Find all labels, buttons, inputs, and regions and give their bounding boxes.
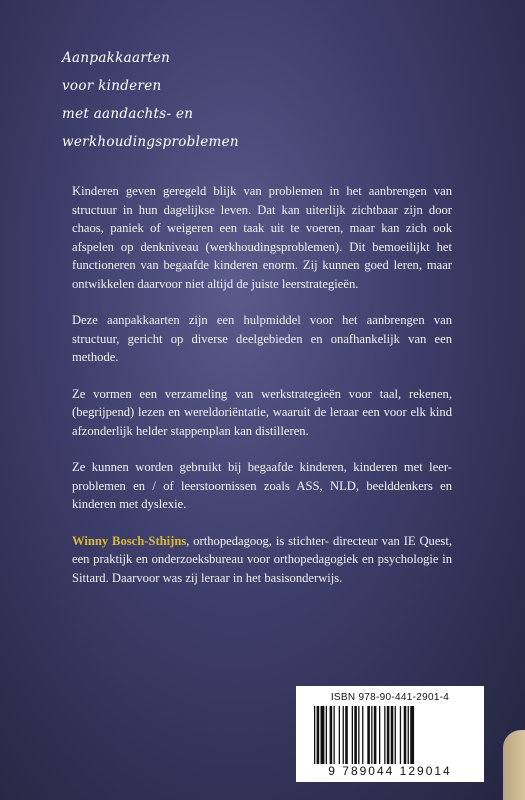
author-name: Winny Bosch-Sthijns bbox=[72, 533, 187, 548]
blurb-paragraph: Ze vormen een verzameling van werkstrategieën voor taal, rekenen, (begrijpend) lezen en wereldoriëntatie, waaruit de leraar een voor elk kind afzonderlijk helder stappenplan kan distilleren. bbox=[72, 386, 452, 438]
blurb bbox=[72, 182, 452, 605]
barcode-icon bbox=[312, 706, 468, 764]
title-line: met aandachts- en bbox=[62, 106, 194, 122]
blurb-paragraph: Ze kunnen worden gebruikt bij begaafde kinderen, kinderen met leer-problemen en / of leerstoornissen zoals ASS, NLD, beelddenkers en kinderen met dyslexie. bbox=[72, 460, 452, 511]
book-title bbox=[62, 44, 239, 156]
author-bio: , orthopedagoog, is stichter- directeur van IE Quest, een praktijk en onderzoeksbureau voor orthopedagogiek en psychologie in Sittard. Daarvoor was zij leraar in het basisonderwijs. bbox=[72, 533, 452, 585]
barcode-digits: 9 789044 129014 bbox=[328, 764, 452, 778]
title-line: Aanpakkaarten bbox=[62, 50, 171, 66]
author-bio-paragraph bbox=[72, 532, 452, 588]
isbn-label: ISBN 978-90-441-2901-4 bbox=[330, 692, 450, 703]
page-edge bbox=[503, 730, 525, 800]
title-line: voor kinderen bbox=[62, 78, 162, 94]
blurb-paragraph: Deze aanpakkaarten zijn een hulpmiddel voor het aanbrengen van structuur, gericht op diverse deelgebieden en onafhankelijk van een methode. bbox=[72, 313, 452, 364]
title-line: werkhoudingsproblemen bbox=[62, 134, 239, 150]
blurb-paragraph: Kinderen geven geregeld blijk van problemen in het aanbrengen van structuur in hun dagelijkse leven. Dat kan uiterlijk zichtbaar zijn door chaos, paniek of weigeren een taak uit te voeren, maar kan zich ook afspelen op denkniveau (werkhoudingsproblemen). Dit bemoeilijkt het functioneren van begaafde kinderen enorm. Zij kunnen goed leren, maar ontwikkelen daarvoor niet altijd de juiste leerstrategieën. bbox=[72, 184, 452, 291]
isbn-barcode-block bbox=[296, 686, 484, 782]
